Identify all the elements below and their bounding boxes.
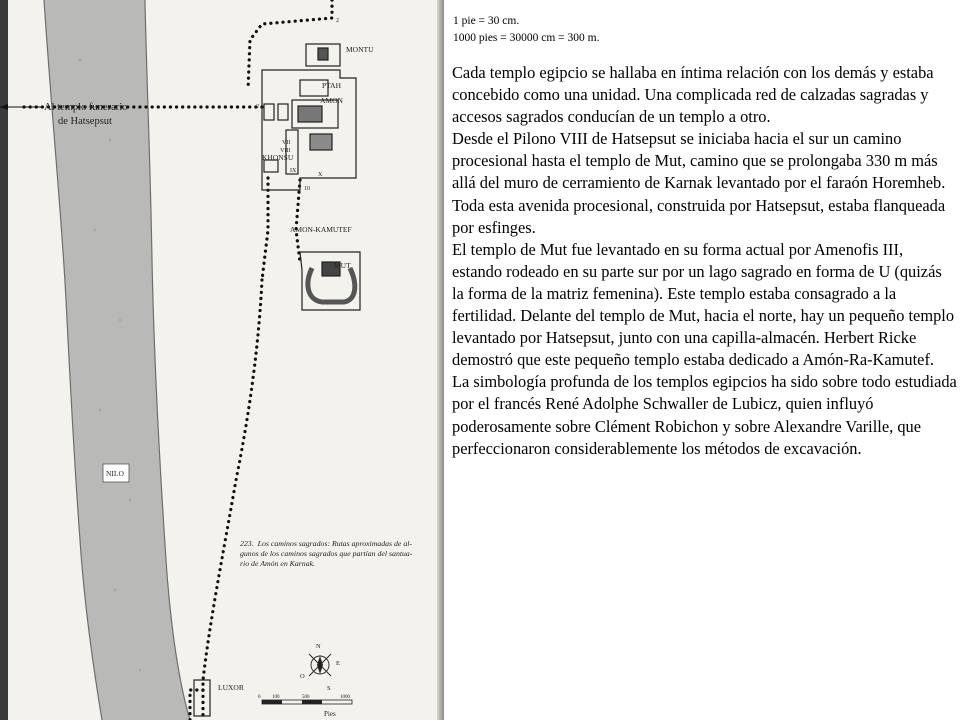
label-nilo: NILO [106, 469, 124, 478]
sacred-ways-map [0, 0, 442, 720]
page-fold [437, 0, 444, 720]
compass-east: E [336, 660, 340, 667]
label-amon: AMON [320, 96, 343, 105]
scale-tick: 1000 [340, 695, 350, 700]
label-pylon-ix: IX [290, 168, 297, 174]
caption-line-1: 223. Los caminos sagrados: Rutas aproximadas de al- [240, 539, 413, 548]
label-mut: MUT [334, 261, 351, 270]
label-amon-kamutef: AMON-KAMUTEF [290, 225, 352, 234]
label-pylon-vii: VII [282, 140, 291, 146]
label-khonsu: KHONSU [262, 153, 294, 162]
compass-west: O [300, 673, 305, 680]
compass-south: S [327, 685, 331, 692]
label-number: 2 [336, 18, 339, 24]
map-illustration [0, 0, 442, 720]
scale-note-1: 1 pie = 30 cm. [453, 15, 520, 27]
label-pies: Pies [324, 710, 336, 718]
compass-north: N [316, 643, 321, 650]
label-ptah: PTAH [322, 81, 341, 90]
text-panel [450, 0, 955, 720]
caption-line-2: gunos de los caminos sagrados que partían del santua- [240, 549, 413, 558]
label-funerary-temple: Al templo funerario [44, 102, 128, 113]
paragraph: El templo de Mut fue levantado en su forma actual por Amenofis III, estando rodeado en su parte sur por un lago sagrado en forma de U (quizás la forma de la matriz femenina). Este templo estaba consagrado a la fertilidad. Delante del templo de Mut, hacia el norte, hay un pequeño templo levantado por Hatsepsut, junto con una capilla-almacén. Herbert Ricke demostró que este pequeño templo estaba dedicado a Amón-Ra-Kamutef. [452, 239, 955, 370]
scale-tick: 0 [258, 695, 261, 700]
paragraph: Desde el Pilono VIII de Hatsepsut se iniciaba hacia el sur un camino procesional hasta el templo de Mut, camino que se prolongaba 330 m más allá del muro de cerramiento de Karnak levantado por el faraón Horemheb. Toda esta avenida procesional, construida por Hatsepsut, estaba flanqueada por esfinges. [452, 129, 946, 237]
caption-line-3: rio de Amón en Karnak. [240, 559, 316, 568]
label-montu: MONTU [346, 45, 374, 54]
scale-tick: 100 [272, 695, 280, 700]
scale-note-2: 1000 pies = 30000 cm = 300 m. [453, 32, 600, 44]
label-number: 10 [304, 186, 310, 192]
label-pylon-x: X [318, 172, 323, 178]
label-hatsepsut: de Hatsepsut [58, 116, 112, 127]
scale-tick: 500 [302, 695, 310, 700]
label-number: 2 [256, 104, 259, 110]
paragraph: La simbología profunda de los templos egipcios ha sido sobre todo estudiada por el francés René Adolphe Schwaller de Lubicz, quien influyó poderosamente sobre Clément Robichon y sobre Alexandre Varille, que perfeccionaron considerablemente los métodos de excavación. [452, 372, 957, 458]
label-pylon-viii: VIII [280, 148, 291, 154]
label-luxor: LUXOR [218, 683, 244, 692]
paragraph: Cada templo egipcio se hallaba en íntima relación con los demás y estaba concebido como una unidad. Una complicada red de calzadas sagradas y accesos sagrados conducían de un templo a otro. [452, 63, 934, 127]
body-text [452, 62, 957, 460]
